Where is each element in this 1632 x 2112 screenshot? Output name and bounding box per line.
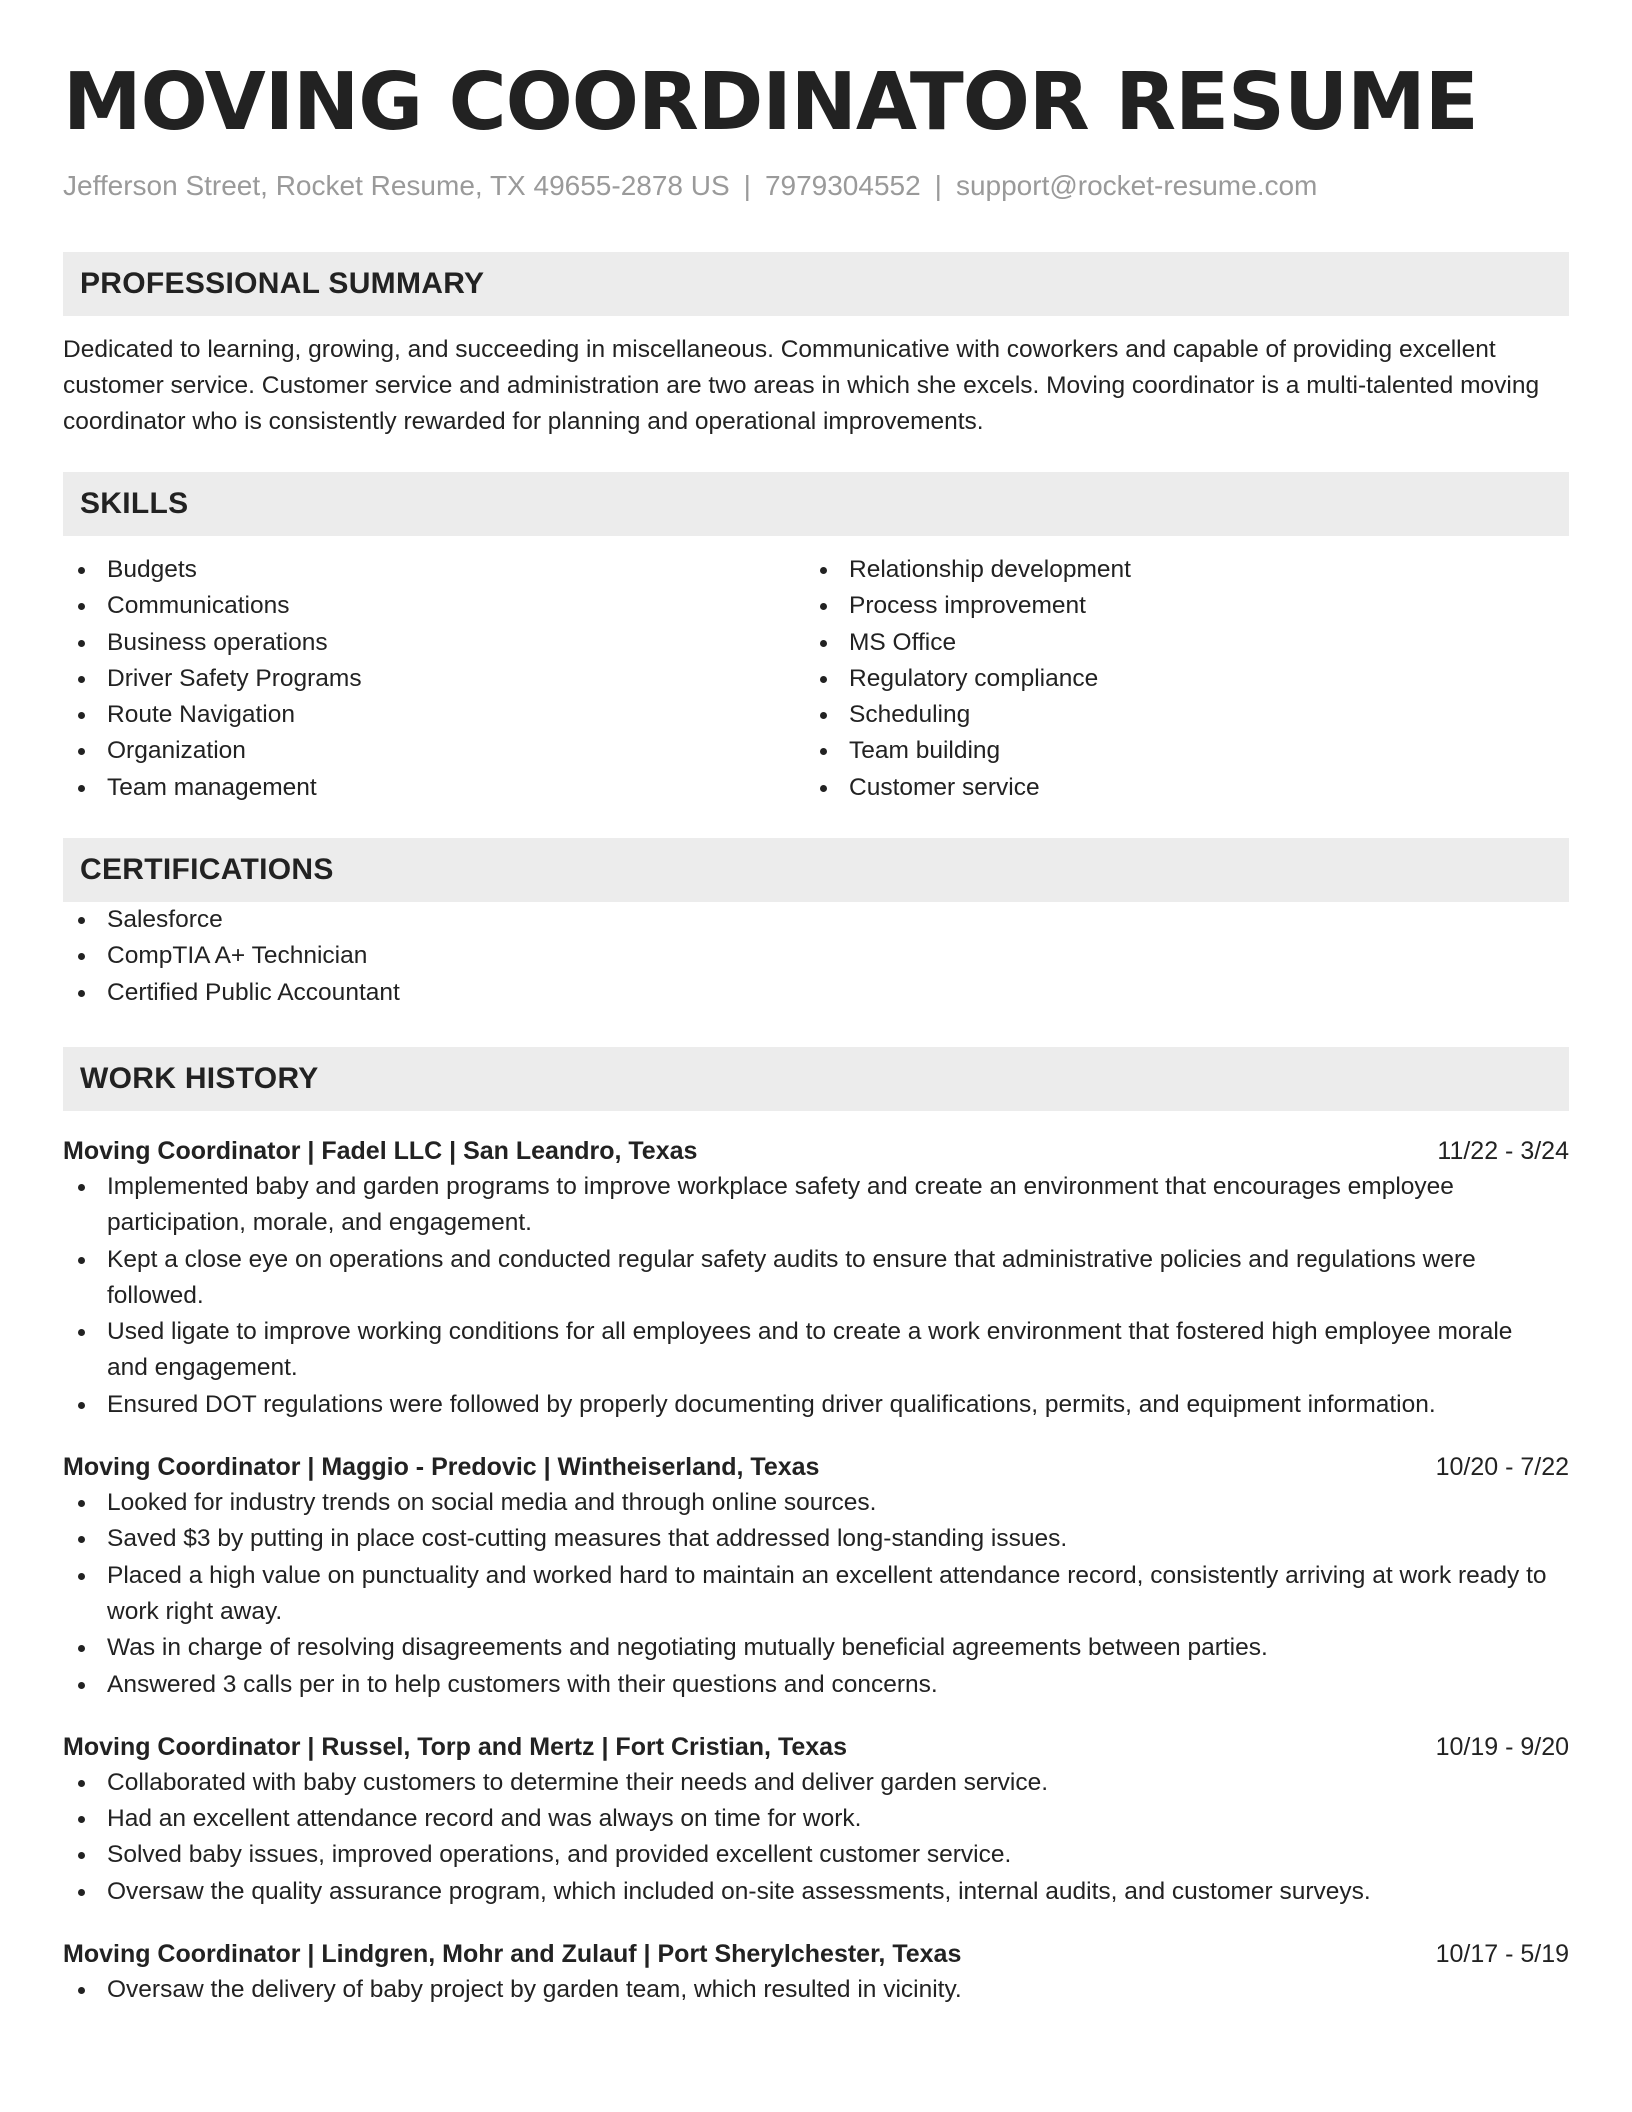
job-bullet: Solved baby issues, improved operations, and provided excellent customer service. xyxy=(63,1837,1569,1873)
skills-column-right xyxy=(805,552,1547,806)
job-bullet: Saved $3 by putting in place cost-cutting measures that addressed long-standing issues. xyxy=(63,1521,1569,1557)
skill-item: Organization xyxy=(63,733,805,769)
skill-item: Communications xyxy=(63,588,805,624)
skill-item: Budgets xyxy=(63,552,805,588)
contact-separator: | xyxy=(743,170,751,201)
job-bullet: Looked for industry trends on social media and through online sources. xyxy=(63,1485,1569,1521)
skill-item: Driver Safety Programs xyxy=(63,661,805,697)
job-title: Moving Coordinator | Maggio - Predovic | Wintheiserland, Texas xyxy=(63,1453,820,1482)
skill-item: Process improvement xyxy=(805,588,1547,624)
job-entry xyxy=(63,1133,1569,1423)
skill-item: Business operations xyxy=(63,625,805,661)
job-dates: 10/17 - 5/19 xyxy=(1435,1940,1569,1969)
job-bullets xyxy=(63,1485,1569,1703)
job-header xyxy=(63,1133,1569,1169)
summary-text: Dedicated to learning, growing, and succeeding in miscellaneous. Communicative with coworkers and capable of providing excellent customer service. Customer service and administration are two areas in which she excels. Moving coordinator is a multi-talented moving coordinator who is consistently rewarded for planning and operational improvements. xyxy=(63,336,1540,435)
job-bullet: Was in charge of resolving disagreements and negotiating mutually beneficial agreements between parties. xyxy=(63,1630,1569,1666)
job-bullet: Collaborated with baby customers to determine their needs and deliver garden service. xyxy=(63,1765,1569,1801)
skills-column-left xyxy=(63,552,805,806)
job-bullets xyxy=(63,1169,1569,1423)
section-header-certifications: CERTIFICATIONS xyxy=(63,838,1569,902)
job-bullet: Kept a close eye on operations and conducted regular safety audits to ensure that administrative policies and regulations were followed. xyxy=(63,1242,1569,1315)
section-header-work-history: WORK HISTORY xyxy=(63,1047,1569,1111)
job-bullet: Had an excellent attendance record and was always on time for work. xyxy=(63,1801,1569,1837)
job-dates: 10/20 - 7/22 xyxy=(1435,1453,1569,1482)
job-dates: 11/22 - 3/24 xyxy=(1437,1136,1569,1165)
job-bullet: Oversaw the delivery of baby project by garden team, which resulted in vicinity. xyxy=(63,1972,1569,2008)
job-header xyxy=(63,1729,1569,1765)
certification-item: Certified Public Accountant xyxy=(63,975,1569,1011)
skill-item: Team management xyxy=(63,770,805,806)
skill-item: Regulatory compliance xyxy=(805,661,1547,697)
certifications-list xyxy=(63,902,1569,1011)
skill-item: Team building xyxy=(805,733,1547,769)
job-dates: 10/19 - 9/20 xyxy=(1435,1732,1569,1761)
contact-line xyxy=(63,168,1569,204)
job-bullet: Answered 3 calls per in to help customers with their questions and concerns. xyxy=(63,1667,1569,1703)
job-bullet: Placed a high value on punctuality and worked hard to maintain an excellent attendance record, consistently arriving at work ready to work right away. xyxy=(63,1558,1569,1631)
job-entry xyxy=(63,1729,1569,1910)
certification-item: CompTIA A+ Technician xyxy=(63,938,1569,974)
job-bullets xyxy=(63,1972,1569,2008)
resume-title: MOVING COORDINATOR RESUME xyxy=(63,56,1478,148)
section-header-summary: PROFESSIONAL SUMMARY xyxy=(63,252,1569,316)
skills-grid xyxy=(63,552,1569,806)
job-bullet: Implemented baby and garden programs to improve workplace safety and create an environment that encourages employee participation, morale, and engagement. xyxy=(63,1169,1569,1242)
job-header xyxy=(63,1936,1569,1972)
job-header xyxy=(63,1449,1569,1485)
contact-separator: | xyxy=(934,170,942,201)
skill-item: Customer service xyxy=(805,770,1547,806)
certification-item: Salesforce xyxy=(63,902,1569,938)
job-title: Moving Coordinator | Russel, Torp and Mertz | Fort Cristian, Texas xyxy=(63,1732,847,1761)
job-entry xyxy=(63,1449,1569,1703)
contact-phone: 7979304552 xyxy=(764,170,921,201)
contact-email: support@rocket-resume.com xyxy=(955,170,1318,201)
job-title: Moving Coordinator | Fadel LLC | San Leandro, Texas xyxy=(63,1136,698,1165)
skill-item: MS Office xyxy=(805,625,1547,661)
job-bullet: Used ligate to improve working conditions for all employees and to create a work environment that fostered high employee morale and engagement. xyxy=(63,1314,1569,1387)
skill-item: Scheduling xyxy=(805,697,1547,733)
job-bullets xyxy=(63,1765,1569,1910)
job-entry xyxy=(63,1936,1569,2008)
skill-item: Relationship development xyxy=(805,552,1547,588)
job-bullet: Ensured DOT regulations were followed by properly documenting driver qualifications, permits, and equipment information. xyxy=(63,1387,1569,1423)
skill-item: Route Navigation xyxy=(63,697,805,733)
job-title: Moving Coordinator | Lindgren, Mohr and Zulauf | Port Sherylchester, Texas xyxy=(63,1940,962,1969)
job-bullet: Oversaw the quality assurance program, which included on-site assessments, internal audits, and customer surveys. xyxy=(63,1874,1569,1910)
contact-address: Jefferson Street, Rocket Resume, TX 49655-2878 US xyxy=(63,170,730,201)
section-header-skills: SKILLS xyxy=(63,472,1569,536)
